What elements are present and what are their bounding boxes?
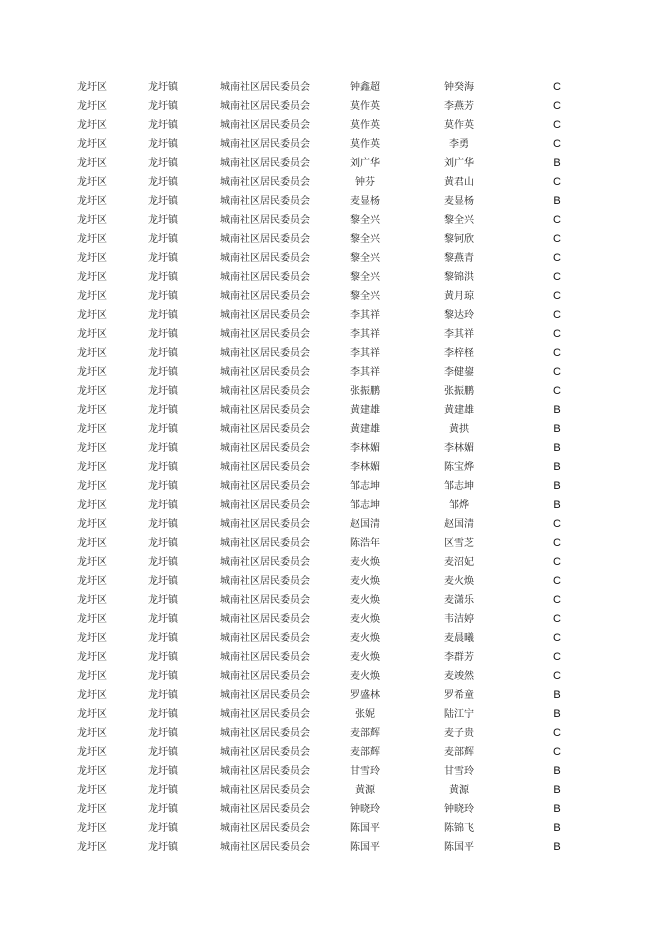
table-row <box>0 230 662 249</box>
table-row <box>0 800 662 819</box>
district-cell: 龙圩区 <box>77 614 107 625</box>
grade-cell: B <box>553 423 561 435</box>
grade-cell: B <box>553 765 561 777</box>
district-cell: 龙圩区 <box>77 519 107 530</box>
table-row <box>0 724 662 743</box>
member-cell: 黄源 <box>449 785 469 796</box>
district-cell: 龙圩区 <box>77 234 107 245</box>
district-cell: 龙圩区 <box>77 804 107 815</box>
table-row <box>0 382 662 401</box>
district-cell: 龙圩区 <box>77 576 107 587</box>
town-cell: 龙圩镇 <box>148 120 178 131</box>
table-row <box>0 496 662 515</box>
householder-cell: 李其祥 <box>350 329 380 340</box>
town-cell: 龙圩镇 <box>148 82 178 93</box>
member-cell: 韦洁婷 <box>444 614 474 625</box>
town-cell: 龙圩镇 <box>148 272 178 283</box>
householder-cell: 陈浩年 <box>350 538 380 549</box>
town-cell: 龙圩镇 <box>148 842 178 853</box>
table-row <box>0 344 662 363</box>
table-row <box>0 173 662 192</box>
committee-cell: 城南社区居民委员会 <box>220 481 310 492</box>
table-row <box>0 648 662 667</box>
district-cell: 龙圩区 <box>77 652 107 663</box>
town-cell: 龙圩镇 <box>148 196 178 207</box>
committee-cell: 城南社区居民委员会 <box>220 785 310 796</box>
member-cell: 李群芳 <box>444 652 474 663</box>
member-cell: 李梓柽 <box>444 348 474 359</box>
committee-cell: 城南社区居民委员会 <box>220 671 310 682</box>
member-cell: 黄月琼 <box>444 291 474 302</box>
grade-cell: C <box>553 309 561 321</box>
householder-cell: 麦火焕 <box>350 557 380 568</box>
committee-cell: 城南社区居民委员会 <box>220 139 310 150</box>
householder-cell: 黄源 <box>355 785 375 796</box>
grade-cell: C <box>553 252 561 264</box>
householder-cell: 黎全兴 <box>350 291 380 302</box>
district-cell: 龙圩区 <box>77 595 107 606</box>
district-cell: 龙圩区 <box>77 158 107 169</box>
householder-cell: 黎全兴 <box>350 215 380 226</box>
committee-cell: 城南社区居民委员会 <box>220 652 310 663</box>
householder-cell: 黎全兴 <box>350 253 380 264</box>
grade-cell: B <box>553 461 561 473</box>
householder-cell: 陈国平 <box>350 823 380 834</box>
district-cell: 龙圩区 <box>77 101 107 112</box>
householder-cell: 麦火焕 <box>350 614 380 625</box>
grade-cell: C <box>553 138 561 150</box>
householder-cell: 钟鑫超 <box>350 82 380 93</box>
table-row <box>0 686 662 705</box>
grade-cell: C <box>553 594 561 606</box>
member-cell: 罗希童 <box>444 690 474 701</box>
table-row <box>0 211 662 230</box>
grade-cell: C <box>553 271 561 283</box>
member-cell: 麦晨曦 <box>444 633 474 644</box>
district-cell: 龙圩区 <box>77 139 107 150</box>
table-row <box>0 420 662 439</box>
member-cell: 黄君山 <box>444 177 474 188</box>
member-cell: 麦竣然 <box>444 671 474 682</box>
town-cell: 龙圩镇 <box>148 538 178 549</box>
district-cell: 龙圩区 <box>77 481 107 492</box>
grade-cell: C <box>553 176 561 188</box>
district-cell: 龙圩区 <box>77 766 107 777</box>
member-cell: 陈宝烨 <box>444 462 474 473</box>
district-cell: 龙圩区 <box>77 82 107 93</box>
member-cell: 黄建雄 <box>444 405 474 416</box>
district-cell: 龙圩区 <box>77 386 107 397</box>
table-row <box>0 401 662 420</box>
district-cell: 龙圩区 <box>77 747 107 758</box>
town-cell: 龙圩镇 <box>148 367 178 378</box>
householder-cell: 麦火焕 <box>350 633 380 644</box>
table-row <box>0 135 662 154</box>
householder-cell: 麦火焕 <box>350 671 380 682</box>
grade-cell: B <box>553 499 561 511</box>
district-cell: 龙圩区 <box>77 367 107 378</box>
householder-cell: 罗盛林 <box>350 690 380 701</box>
table-row <box>0 477 662 496</box>
householder-cell: 黎全兴 <box>350 234 380 245</box>
member-cell: 李勇 <box>449 139 469 150</box>
table-row <box>0 610 662 629</box>
member-cell: 邹志坤 <box>444 481 474 492</box>
table-row <box>0 249 662 268</box>
member-cell: 黎燕青 <box>444 253 474 264</box>
committee-cell: 城南社区居民委员会 <box>220 709 310 720</box>
town-cell: 龙圩镇 <box>148 310 178 321</box>
householder-cell: 李其祥 <box>350 310 380 321</box>
town-cell: 龙圩镇 <box>148 633 178 644</box>
householder-cell: 黎全兴 <box>350 272 380 283</box>
member-cell: 黎锦洪 <box>444 272 474 283</box>
town-cell: 龙圩镇 <box>148 728 178 739</box>
householder-cell: 赵国清 <box>350 519 380 530</box>
grade-cell: C <box>553 556 561 568</box>
grade-cell: C <box>553 670 561 682</box>
householder-cell: 钟晓玲 <box>350 804 380 815</box>
district-cell: 龙圩区 <box>77 500 107 511</box>
town-cell: 龙圩镇 <box>148 462 178 473</box>
grade-cell: B <box>553 822 561 834</box>
table-row <box>0 192 662 211</box>
town-cell: 龙圩镇 <box>148 158 178 169</box>
grade-cell: C <box>553 233 561 245</box>
town-cell: 龙圩镇 <box>148 329 178 340</box>
grade-cell: C <box>553 385 561 397</box>
committee-cell: 城南社区居民委员会 <box>220 804 310 815</box>
committee-cell: 城南社区居民委员会 <box>220 367 310 378</box>
district-cell: 龙圩区 <box>77 462 107 473</box>
member-cell: 甘雪玲 <box>444 766 474 777</box>
town-cell: 龙圩镇 <box>148 690 178 701</box>
householder-cell: 麦部辉 <box>350 728 380 739</box>
town-cell: 龙圩镇 <box>148 557 178 568</box>
grade-cell: B <box>553 803 561 815</box>
district-cell: 龙圩区 <box>77 310 107 321</box>
committee-cell: 城南社区居民委员会 <box>220 557 310 568</box>
member-cell: 黎达玲 <box>444 310 474 321</box>
householder-cell: 黄建雄 <box>350 424 380 435</box>
district-cell: 龙圩区 <box>77 291 107 302</box>
householder-cell: 麦火焕 <box>350 576 380 587</box>
grade-cell: C <box>553 366 561 378</box>
member-cell: 黄拱 <box>449 424 469 435</box>
grade-cell: C <box>553 347 561 359</box>
grade-cell: C <box>553 518 561 530</box>
member-cell: 赵国清 <box>444 519 474 530</box>
town-cell: 龙圩镇 <box>148 139 178 150</box>
town-cell: 龙圩镇 <box>148 386 178 397</box>
town-cell: 龙圩镇 <box>148 766 178 777</box>
householder-cell: 张妮 <box>355 709 375 720</box>
town-cell: 龙圩镇 <box>148 101 178 112</box>
records-table <box>0 78 662 857</box>
table-row <box>0 781 662 800</box>
table-row <box>0 819 662 838</box>
member-cell: 麦子贵 <box>444 728 474 739</box>
grade-cell: C <box>553 575 561 587</box>
table-row <box>0 97 662 116</box>
town-cell: 龙圩镇 <box>148 652 178 663</box>
member-cell: 麦部辉 <box>444 747 474 758</box>
member-cell: 区雪芝 <box>444 538 474 549</box>
committee-cell: 城南社区居民委员会 <box>220 633 310 644</box>
householder-cell: 张振鹏 <box>350 386 380 397</box>
district-cell: 龙圩区 <box>77 348 107 359</box>
district-cell: 龙圩区 <box>77 728 107 739</box>
member-cell: 麦显杨 <box>444 196 474 207</box>
town-cell: 龙圩镇 <box>148 671 178 682</box>
district-cell: 龙圩区 <box>77 633 107 644</box>
committee-cell: 城南社区居民委员会 <box>220 196 310 207</box>
table-row <box>0 705 662 724</box>
town-cell: 龙圩镇 <box>148 234 178 245</box>
table-row <box>0 154 662 173</box>
member-cell: 陈锦飞 <box>444 823 474 834</box>
householder-cell: 邹志坤 <box>350 481 380 492</box>
district-cell: 龙圩区 <box>77 253 107 264</box>
district-cell: 龙圩区 <box>77 405 107 416</box>
table-row <box>0 439 662 458</box>
town-cell: 龙圩镇 <box>148 253 178 264</box>
member-cell: 邹烨 <box>449 500 469 511</box>
householder-cell: 李其祥 <box>350 348 380 359</box>
member-cell: 刘广华 <box>444 158 474 169</box>
committee-cell: 城南社区居民委员会 <box>220 595 310 606</box>
district-cell: 龙圩区 <box>77 177 107 188</box>
member-cell: 黎钶欣 <box>444 234 474 245</box>
householder-cell: 邹志坤 <box>350 500 380 511</box>
committee-cell: 城南社区居民委员会 <box>220 823 310 834</box>
householder-cell: 钟芬 <box>355 177 375 188</box>
district-cell: 龙圩区 <box>77 842 107 853</box>
table-row <box>0 515 662 534</box>
committee-cell: 城南社区居民委员会 <box>220 215 310 226</box>
householder-cell: 麦显杨 <box>350 196 380 207</box>
committee-cell: 城南社区居民委员会 <box>220 177 310 188</box>
grade-cell: C <box>553 727 561 739</box>
householder-cell: 甘雪玲 <box>350 766 380 777</box>
committee-cell: 城南社区居民委员会 <box>220 120 310 131</box>
town-cell: 龙圩镇 <box>148 481 178 492</box>
district-cell: 龙圩区 <box>77 443 107 454</box>
grade-cell: B <box>553 689 561 701</box>
district-cell: 龙圩区 <box>77 557 107 568</box>
committee-cell: 城南社区居民委员会 <box>220 576 310 587</box>
table-row <box>0 534 662 553</box>
member-cell: 麦火焕 <box>444 576 474 587</box>
town-cell: 龙圩镇 <box>148 405 178 416</box>
grade-cell: C <box>553 119 561 131</box>
committee-cell: 城南社区居民委员会 <box>220 538 310 549</box>
committee-cell: 城南社区居民委员会 <box>220 386 310 397</box>
householder-cell: 麦火焕 <box>350 652 380 663</box>
town-cell: 龙圩镇 <box>148 177 178 188</box>
town-cell: 龙圩镇 <box>148 747 178 758</box>
town-cell: 龙圩镇 <box>148 709 178 720</box>
committee-cell: 城南社区居民委员会 <box>220 253 310 264</box>
member-cell: 张振鹏 <box>444 386 474 397</box>
committee-cell: 城南社区居民委员会 <box>220 101 310 112</box>
grade-cell: B <box>553 404 561 416</box>
committee-cell: 城南社区居民委员会 <box>220 291 310 302</box>
committee-cell: 城南社区居民委员会 <box>220 405 310 416</box>
table-row <box>0 268 662 287</box>
grade-cell: C <box>553 746 561 758</box>
district-cell: 龙圩区 <box>77 196 107 207</box>
table-row <box>0 116 662 135</box>
table-row <box>0 667 662 686</box>
grade-cell: B <box>553 841 561 853</box>
grade-cell: C <box>553 214 561 226</box>
district-cell: 龙圩区 <box>77 671 107 682</box>
member-cell: 陈国平 <box>444 842 474 853</box>
committee-cell: 城南社区居民委员会 <box>220 728 310 739</box>
committee-cell: 城南社区居民委员会 <box>220 329 310 340</box>
grade-cell: C <box>553 328 561 340</box>
district-cell: 龙圩区 <box>77 120 107 131</box>
committee-cell: 城南社区居民委员会 <box>220 690 310 701</box>
grade-cell: C <box>553 537 561 549</box>
table-row <box>0 743 662 762</box>
member-cell: 李燕芳 <box>444 101 474 112</box>
householder-cell: 李林媚 <box>350 443 380 454</box>
district-cell: 龙圩区 <box>77 329 107 340</box>
district-cell: 龙圩区 <box>77 538 107 549</box>
member-cell: 黎全兴 <box>444 215 474 226</box>
grade-cell: B <box>553 480 561 492</box>
householder-cell: 莫作英 <box>350 101 380 112</box>
table-row <box>0 629 662 648</box>
committee-cell: 城南社区居民委员会 <box>220 443 310 454</box>
table-row <box>0 762 662 781</box>
grade-cell: C <box>553 613 561 625</box>
committee-cell: 城南社区居民委员会 <box>220 348 310 359</box>
town-cell: 龙圩镇 <box>148 424 178 435</box>
grade-cell: B <box>553 157 561 169</box>
town-cell: 龙圩镇 <box>148 519 178 530</box>
householder-cell: 麦火焕 <box>350 595 380 606</box>
town-cell: 龙圩镇 <box>148 500 178 511</box>
member-cell: 李林媚 <box>444 443 474 454</box>
district-cell: 龙圩区 <box>77 424 107 435</box>
committee-cell: 城南社区居民委员会 <box>220 82 310 93</box>
town-cell: 龙圩镇 <box>148 785 178 796</box>
committee-cell: 城南社区居民委员会 <box>220 766 310 777</box>
grade-cell: B <box>553 784 561 796</box>
grade-cell: B <box>553 442 561 454</box>
table-row <box>0 78 662 97</box>
table-row <box>0 458 662 477</box>
grade-cell: C <box>553 290 561 302</box>
householder-cell: 麦部辉 <box>350 747 380 758</box>
district-cell: 龙圩区 <box>77 272 107 283</box>
town-cell: 龙圩镇 <box>148 443 178 454</box>
householder-cell: 莫作英 <box>350 139 380 150</box>
town-cell: 龙圩镇 <box>148 215 178 226</box>
town-cell: 龙圩镇 <box>148 348 178 359</box>
table-row <box>0 325 662 344</box>
district-cell: 龙圩区 <box>77 215 107 226</box>
member-cell: 麦潇乐 <box>444 595 474 606</box>
member-cell: 李健鋆 <box>444 367 474 378</box>
committee-cell: 城南社区居民委员会 <box>220 310 310 321</box>
member-cell: 钟癸海 <box>444 82 474 93</box>
committee-cell: 城南社区居民委员会 <box>220 234 310 245</box>
committee-cell: 城南社区居民委员会 <box>220 462 310 473</box>
member-cell: 陆江宁 <box>444 709 474 720</box>
householder-cell: 李其祥 <box>350 367 380 378</box>
grade-cell: B <box>553 708 561 720</box>
district-cell: 龙圩区 <box>77 690 107 701</box>
member-cell: 李其祥 <box>444 329 474 340</box>
table-row <box>0 838 662 857</box>
householder-cell: 黄建雄 <box>350 405 380 416</box>
member-cell: 麦沼妃 <box>444 557 474 568</box>
district-cell: 龙圩区 <box>77 785 107 796</box>
householder-cell: 刘广华 <box>350 158 380 169</box>
committee-cell: 城南社区居民委员会 <box>220 158 310 169</box>
committee-cell: 城南社区居民委员会 <box>220 272 310 283</box>
grade-cell: C <box>553 632 561 644</box>
member-cell: 钟晓玲 <box>444 804 474 815</box>
committee-cell: 城南社区居民委员会 <box>220 747 310 758</box>
table-row <box>0 306 662 325</box>
town-cell: 龙圩镇 <box>148 614 178 625</box>
table-row <box>0 572 662 591</box>
table-row <box>0 287 662 306</box>
grade-cell: B <box>553 195 561 207</box>
town-cell: 龙圩镇 <box>148 576 178 587</box>
committee-cell: 城南社区居民委员会 <box>220 424 310 435</box>
table-row <box>0 363 662 382</box>
table-row <box>0 553 662 572</box>
town-cell: 龙圩镇 <box>148 804 178 815</box>
district-cell: 龙圩区 <box>77 709 107 720</box>
committee-cell: 城南社区居民委员会 <box>220 500 310 511</box>
member-cell: 莫作英 <box>444 120 474 131</box>
district-cell: 龙圩区 <box>77 823 107 834</box>
grade-cell: C <box>553 100 561 112</box>
town-cell: 龙圩镇 <box>148 291 178 302</box>
householder-cell: 陈国平 <box>350 842 380 853</box>
grade-cell: C <box>553 651 561 663</box>
householder-cell: 莫作英 <box>350 120 380 131</box>
committee-cell: 城南社区居民委员会 <box>220 842 310 853</box>
grade-cell: C <box>553 81 561 93</box>
householder-cell: 李林媚 <box>350 462 380 473</box>
committee-cell: 城南社区居民委员会 <box>220 519 310 530</box>
town-cell: 龙圩镇 <box>148 595 178 606</box>
town-cell: 龙圩镇 <box>148 823 178 834</box>
table-row <box>0 591 662 610</box>
committee-cell: 城南社区居民委员会 <box>220 614 310 625</box>
